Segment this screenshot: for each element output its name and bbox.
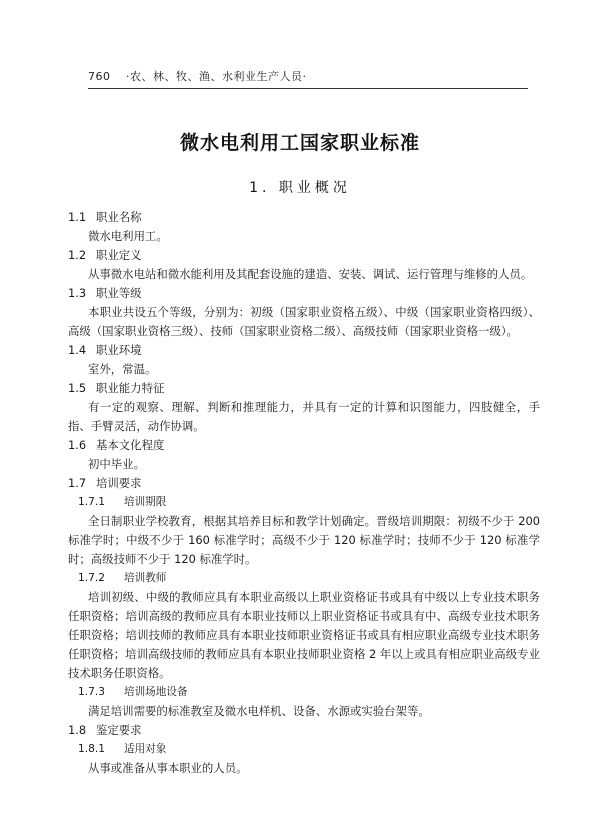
subsection-title: 适用对象 [124, 743, 167, 755]
section-heading [68, 474, 540, 493]
subsection-title: 培训教师 [124, 572, 167, 584]
subsection-title: 培训场地设备 [124, 686, 188, 698]
section-title: 基本文化程度 [96, 438, 165, 452]
section-heading [68, 721, 540, 740]
paragraph: 满足培训需要的标准教室及微水电样机、设备、水源或实验台架等。 [88, 704, 430, 718]
section-title: 职业定义 [96, 248, 142, 262]
subsection-number: 1.7.3 [78, 686, 105, 698]
paragraph: 全日制职业学校教育，根据其培养目标和教学计划确定。晋级培训期限：初级不少于 200 标准学时；中级不少于 160 标准学时；高级不少于 120 标准学时；技师不少于 120 标准学时；高级技师不少于 120 标准学时。 [68, 514, 540, 566]
paragraph: 从事或准备从事本职业的人员。 [88, 761, 248, 775]
paragraph: 有一定的观察、理解、判断和推理能力，并具有一定的计算和识图能力，四肢健全，手指、手臂灵活，动作协调。 [68, 400, 540, 433]
section-heading [68, 284, 540, 303]
document-body [68, 208, 540, 778]
section-heading [68, 379, 540, 398]
subsection-number: 1.7.2 [78, 572, 105, 584]
section-number: 1.6 [68, 438, 87, 452]
section-number: 1.4 [68, 343, 87, 357]
subsection-heading [68, 569, 540, 588]
paragraph: 微水电利用工。 [88, 229, 168, 243]
section-heading [68, 341, 540, 360]
subsection-number: 1.7.1 [78, 496, 105, 508]
subsection-heading [68, 493, 540, 512]
paragraph: 初中毕业。 [88, 457, 145, 471]
section-number: 1.2 [68, 248, 87, 262]
paragraph: 培训初级、中级的教师应具有本职业高级以上职业资格证书或具有中级以上专业技术职务任职资格；培训高级的教师应具有本职业技师以上职业资格证书或具有中、高级专业技术职务任职资格；培训技师的教师应具有本职业技师职业资格证书或具有相应职业高级专业技术职务任职资格；培训高级技师的教师应具有本职业技师职业资格 2 年以上或具有相应职业高级专业技术职务任职资格。 [68, 590, 540, 680]
subsection-heading [68, 740, 540, 759]
paragraph: 从事微水电站和微水能利用及其配套设施的建造、安装、调试、运行管理与维修的人员。 [88, 267, 533, 281]
paragraph: 室外，常温。 [88, 362, 157, 376]
section-title: 职业环境 [96, 343, 142, 357]
subsection-number: 1.8.1 [78, 743, 105, 755]
section-heading [68, 436, 540, 455]
section-number: 1.7 [68, 476, 87, 490]
section-title: 职业等级 [96, 286, 142, 300]
running-header [88, 68, 528, 89]
running-title: ·农、林、牧、渔、水利业生产人员· [126, 70, 307, 83]
section-title: 职业能力特征 [96, 381, 165, 395]
section-number: 1.1 [68, 210, 87, 224]
section-heading [68, 246, 540, 265]
section-number: 1.8 [68, 723, 87, 737]
section-heading [68, 208, 540, 227]
section-number: 1.3 [68, 286, 87, 300]
subsection-title: 培训期限 [124, 496, 167, 508]
page-number: 760 [88, 70, 111, 83]
paragraph: 本职业共设五个等级，分别为：初级（国家职业资格五级）、中级（国家职业资格四级）、高级（国家职业资格三级）、技师（国家职业资格二级）、高级技师（国家职业资格一级）。 [68, 305, 540, 338]
section-title: 鉴定要求 [96, 723, 142, 737]
subsection-heading [68, 683, 540, 702]
chapter-heading: 1. 职业概况 [249, 180, 351, 196]
section-title: 培训要求 [96, 476, 142, 490]
document-title: 微水电利用工国家职业标准 [179, 132, 420, 154]
section-title: 职业名称 [96, 210, 142, 224]
section-number: 1.5 [68, 381, 87, 395]
